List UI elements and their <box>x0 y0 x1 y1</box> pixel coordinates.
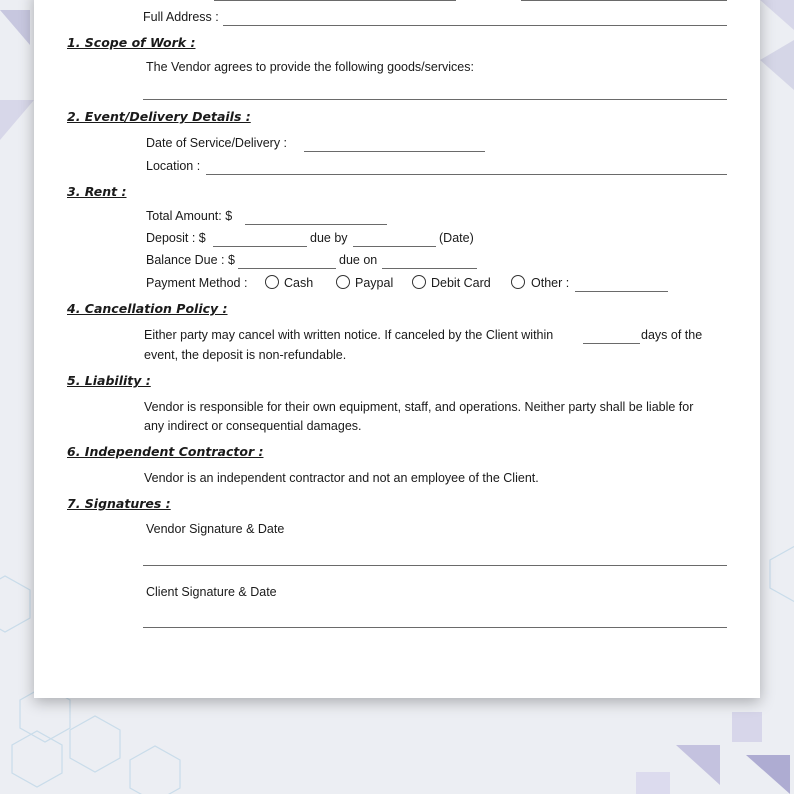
radio-other[interactable] <box>511 275 525 289</box>
top-line-right <box>521 0 727 1</box>
cancellation-text-line2: event, the deposit is non-refundable. <box>144 348 347 362</box>
liability-heading: 5. Liability : <box>67 373 151 388</box>
total-label: Total Amount: $ <box>146 209 233 223</box>
location-field[interactable] <box>206 174 727 175</box>
square-shape <box>636 772 670 794</box>
square-shape <box>732 712 762 742</box>
liability-line2: any indirect or consequential damages. <box>144 419 362 433</box>
balance-due-on: due on <box>339 253 378 267</box>
triangle-shape <box>676 745 720 785</box>
option-other: Other : <box>531 276 570 290</box>
option-cash: Cash <box>284 276 314 290</box>
contractor-text: Vendor is an independent contractor and not an employee of the Client. <box>144 471 539 485</box>
liability-line1: Vendor is responsible for their own equipment, staff, and operations. Neither party shall be liable for <box>144 400 694 414</box>
radio-paypal[interactable] <box>336 275 350 289</box>
balance-date-field[interactable] <box>382 268 477 269</box>
deposit-due-by: due by <box>310 231 348 245</box>
vendor-signature-field[interactable] <box>143 565 727 566</box>
deposit-date-field[interactable] <box>353 246 436 247</box>
other-field[interactable] <box>575 291 668 292</box>
triangle-shape <box>760 0 794 30</box>
option-debit-card: Debit Card <box>431 276 491 290</box>
radio-cash[interactable] <box>265 275 279 289</box>
option-paypal: Paypal <box>355 276 394 290</box>
triangle-shape <box>0 10 30 45</box>
deposit-amount-field[interactable] <box>213 246 307 247</box>
scope-field[interactable] <box>143 99 727 100</box>
top-line-left <box>214 0 456 1</box>
full-address-label: Full Address : <box>143 10 219 24</box>
triangle-shape <box>0 100 34 140</box>
vendor-signature-label: Vendor Signature & Date <box>146 522 285 536</box>
event-heading: 2. Event/Delivery Details : <box>67 109 251 124</box>
date-label: Date of Service/Delivery : <box>146 136 288 150</box>
contract-page <box>34 0 760 698</box>
cancellation-heading: 4. Cancellation Policy : <box>67 301 228 316</box>
client-signature-field[interactable] <box>143 627 727 628</box>
cancellation-days-field[interactable] <box>583 343 640 344</box>
cancellation-text-part1: Either party may cancel with written notice. If canceled by the Client within <box>144 328 554 342</box>
contractor-heading: 6. Independent Contractor : <box>67 444 264 459</box>
scope-text: The Vendor agrees to provide the following goods/services: <box>146 60 474 74</box>
triangle-shape <box>746 755 790 794</box>
rent-heading: 3. Rent : <box>67 184 127 199</box>
deposit-date-hint: (Date) <box>439 231 474 245</box>
cancellation-text-part2: days of the <box>641 328 703 342</box>
total-field[interactable] <box>245 224 387 225</box>
triangle-shape <box>760 40 794 90</box>
radio-debit-card[interactable] <box>412 275 426 289</box>
balance-amount-field[interactable] <box>238 268 336 269</box>
full-address-field[interactable] <box>223 25 727 26</box>
deposit-label: Deposit : $ <box>146 231 206 245</box>
date-field[interactable] <box>304 151 485 152</box>
location-label: Location : <box>146 159 201 173</box>
signatures-heading: 7. Signatures : <box>67 496 171 511</box>
balance-label: Balance Due : $ <box>146 253 235 267</box>
payment-label: Payment Method : <box>146 276 248 290</box>
client-signature-label: Client Signature & Date <box>146 585 277 599</box>
scope-heading: 1. Scope of Work : <box>67 35 196 50</box>
